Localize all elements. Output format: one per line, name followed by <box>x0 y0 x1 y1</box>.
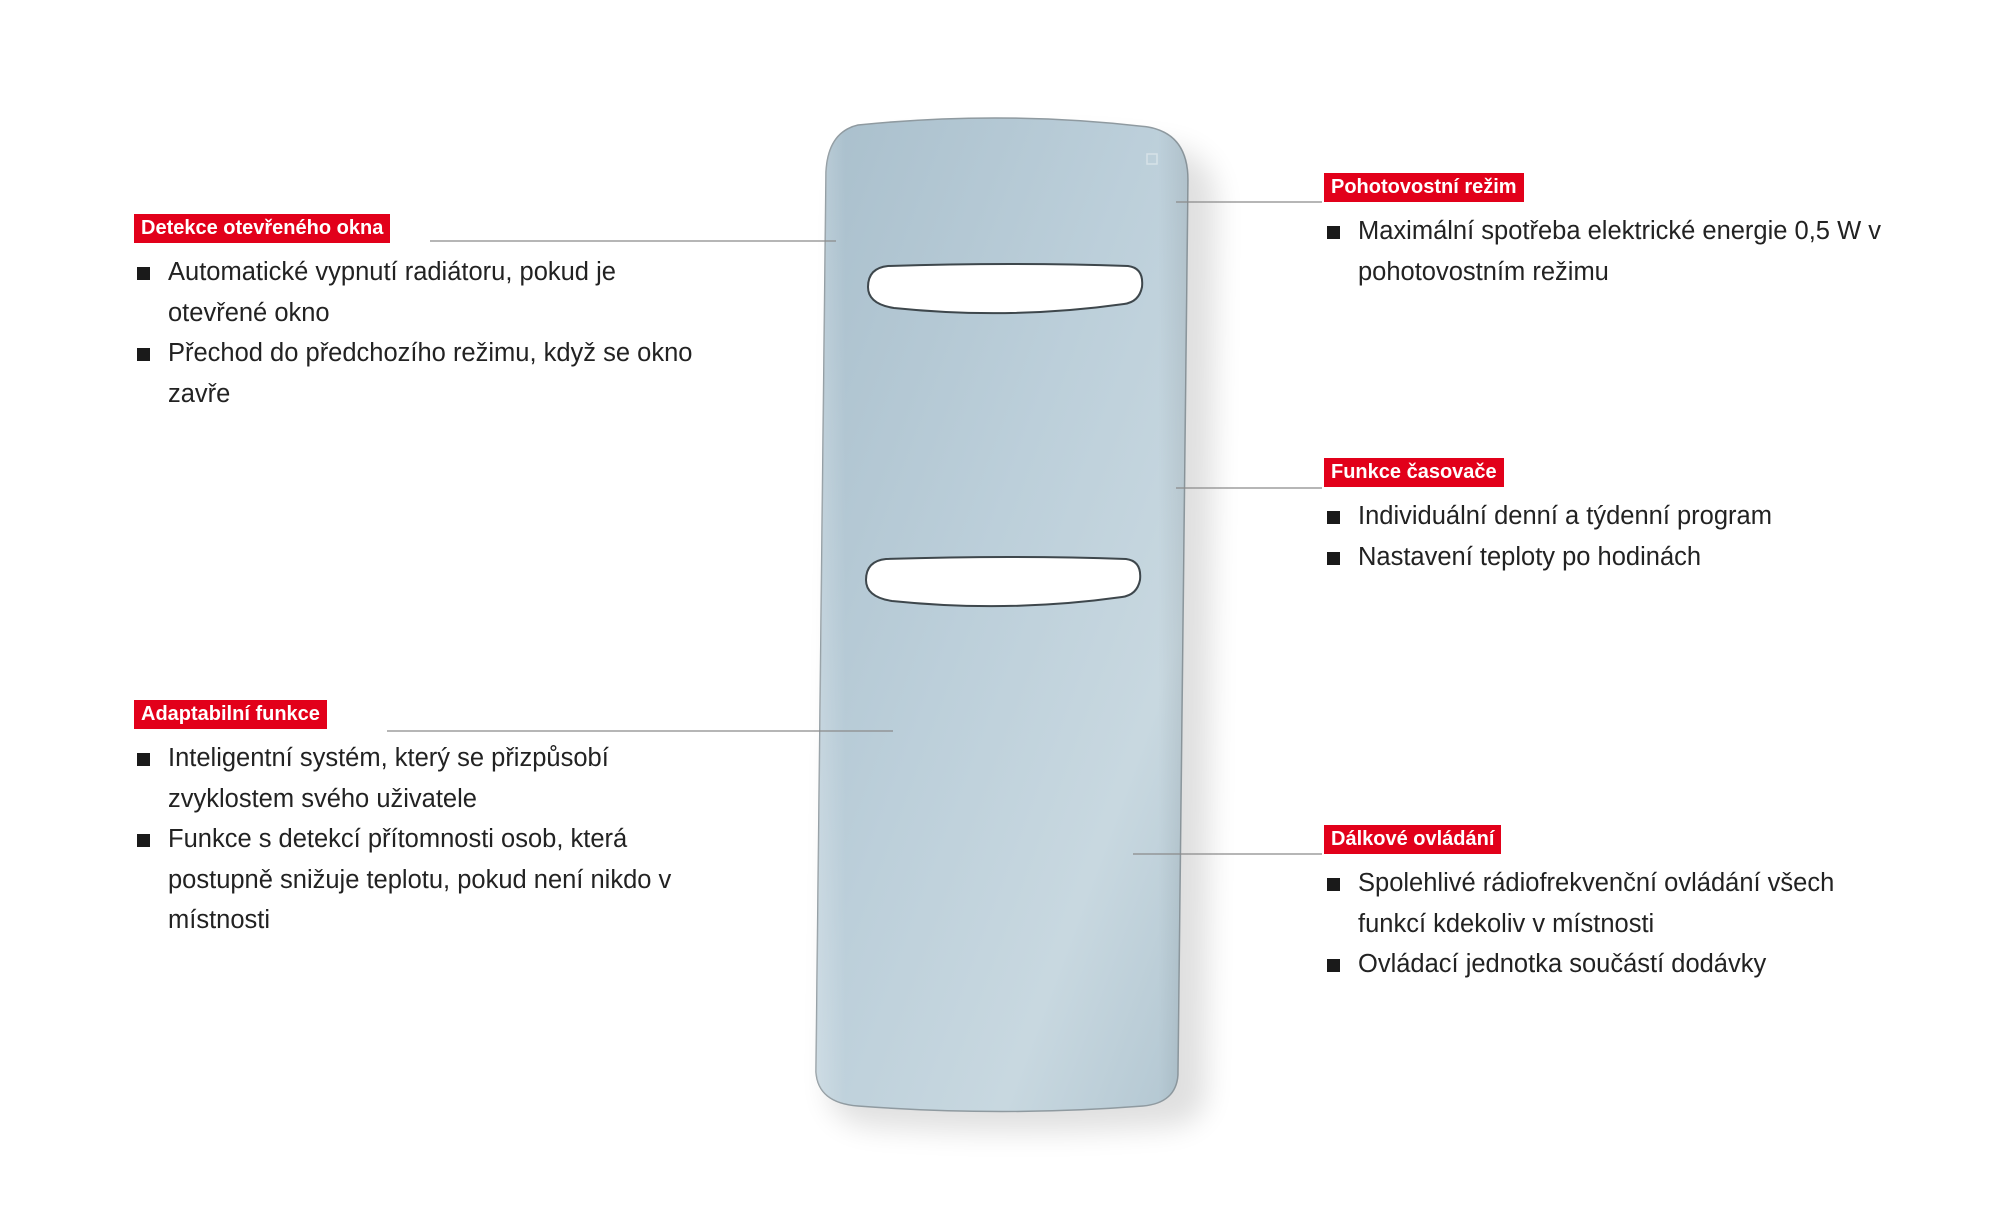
bullet-square-icon <box>1327 552 1340 565</box>
feature-standby <box>1324 173 1884 292</box>
bullet-square-icon <box>137 753 150 766</box>
bullet-item <box>1324 944 1884 985</box>
feature-bullets-timer <box>1324 496 1884 577</box>
feature-title-adaptive: Adaptabilní funkce <box>134 700 327 729</box>
bullet-item <box>134 252 694 333</box>
feature-bullets-standby <box>1324 211 1884 292</box>
bullet-square-icon <box>137 348 150 361</box>
bullet-square-icon <box>1327 959 1340 972</box>
bullet-square-icon <box>137 267 150 280</box>
feature-bullets-open-window <box>134 252 694 414</box>
feature-adaptive <box>134 700 714 941</box>
feature-title-open-window: Detekce otevřeného okna <box>134 214 390 243</box>
bullet-text: Ovládací jednotka součástí dodávky <box>1358 950 1767 978</box>
bullet-item <box>1324 537 1884 578</box>
feature-remote <box>1324 825 1884 985</box>
bullet-square-icon <box>1327 511 1340 524</box>
towel-slot-lower <box>866 557 1140 606</box>
bullet-text: Spolehlivé rádiofrekvenční ovládání všech funkcí kdekoliv v místnosti <box>1358 869 1835 938</box>
bullet-text: Automatické vypnutí radiátoru, pokud je otevřené okno <box>168 258 616 327</box>
bullet-text: Nastavení teploty po hodinách <box>1358 542 1702 571</box>
feature-open-window <box>134 214 694 414</box>
feature-bullets-remote <box>1324 863 1884 985</box>
feature-title-remote: Dálkové ovládání <box>1324 825 1501 854</box>
bullet-item <box>1324 211 1884 292</box>
bullet-item <box>1324 863 1884 944</box>
bullet-item <box>1324 496 1884 537</box>
feature-title-timer: Funkce časovače <box>1324 458 1504 487</box>
bullet-square-icon <box>1327 226 1340 239</box>
feature-bullets-adaptive <box>134 738 714 941</box>
bullet-text: Funkce s detekcí přítomnosti osob, která postupně snižuje teplotu, pokud není nikdo v místnosti <box>168 825 672 934</box>
bullet-text: Inteligentní systém, který se přizpůsobí zvyklostem svého uživatele <box>168 744 609 813</box>
bullet-item <box>134 819 714 941</box>
bullet-square-icon <box>1327 878 1340 891</box>
towel-slot-upper <box>868 264 1142 313</box>
feature-timer <box>1324 458 1884 577</box>
bullet-item <box>134 738 714 819</box>
bullet-text: Maximální spotřeba elektrické energie 0,5 W v pohotovostním režimu <box>1358 217 1881 286</box>
bullet-item <box>134 333 694 414</box>
bullet-text: Přechod do předchozího režimu, když se okno zavře <box>168 339 693 408</box>
feature-title-standby: Pohotovostní režim <box>1324 173 1524 202</box>
bullet-square-icon <box>137 834 150 847</box>
bullet-text: Individuální denní a týdenní program <box>1358 502 1772 530</box>
